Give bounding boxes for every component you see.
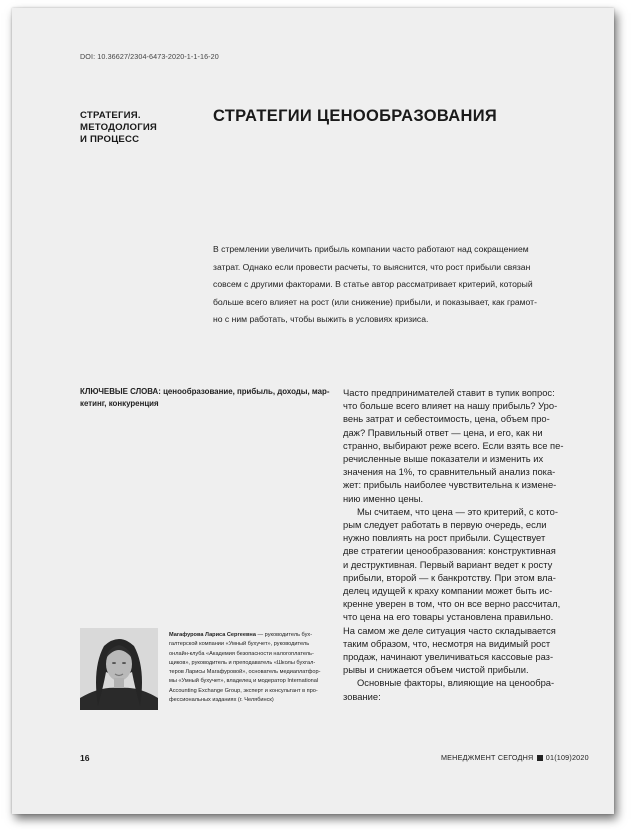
article-title: СТРАТЕГИИ ЦЕНООБРАЗОВАНИЯ	[213, 107, 498, 125]
body-line: зование:	[343, 690, 381, 702]
bio-line: Accounting Exchange Group, эксперт и консультант в про-	[169, 687, 318, 694]
article-body	[343, 386, 598, 703]
body-line: две стратегии ценообразования: конструктивная	[343, 545, 556, 557]
body-line: Часто предпринимателей ставит в тупик вопрос:	[343, 387, 555, 398]
body-line: нию именно цены.	[343, 492, 424, 504]
body-line: кренне уверен в том, что он все верно рассчитал,	[343, 598, 561, 610]
lead-line: больше всего влияет на рост (или снижение) прибыли, и показывает, как грамот-	[213, 296, 537, 307]
body-line: и деструктивная. Первый вариант ведет к росту	[343, 558, 553, 570]
lead-line: совсем с другими факторами. В статье автор рассматривает критерий, который	[213, 279, 533, 290]
body-line: делец идущей к краху компании может быть ис-	[343, 585, 553, 597]
body-line: что цена на его товары установлена правильно.	[343, 611, 554, 623]
body-line: рым следует работать в первую очередь, если	[343, 519, 547, 531]
bio-line: онлайн-клуба «Академия безопасности налогоплатель-	[169, 650, 314, 657]
body-line: рывы и снижается объем чистой прибыли.	[343, 664, 529, 676]
body-line: речисленные выше показатели и изменить их	[343, 453, 544, 465]
body-line: что больше всего влияет на нашу прибыль? Уро-	[343, 400, 558, 412]
footer-journal	[441, 753, 589, 762]
keywords-block	[80, 386, 335, 409]
journal-page	[12, 8, 614, 814]
body-line: вень затрат и себестоимость, цена, объем про-	[343, 413, 550, 425]
bio-line: галтерской компании «Умный бухучет», руководитель	[169, 641, 310, 648]
author-portrait-image	[80, 628, 158, 710]
lead-line: затрат. Однако если провести расчеты, то выяснится, что рост прибыли связан	[213, 261, 531, 272]
body-line: нужно повлиять на рост прибыли. Существует	[343, 532, 546, 544]
body-line: значения на 1%, то сравнительный анализ пока-	[343, 466, 556, 478]
rubric-line: МЕТОДОЛОГИЯ	[80, 122, 158, 133]
body-line: жет: прибыль наиболее чувствительна к измене-	[343, 479, 557, 491]
bio-line: мы «Умный бухучет», владелец и модератор International	[169, 678, 319, 685]
rubric-line: СТРАТЕГИЯ.	[80, 110, 141, 121]
bio-first-line-rest: — руководитель бух-	[255, 632, 313, 638]
body-line: прибыли, второй — к банкротству. При этом вла-	[343, 571, 556, 583]
lead-line: В стремлении увеличить прибыль компании часто работают над сокращением	[213, 244, 529, 254]
lead-line: но с ним работать, чтобы выжить в условиях кризиса.	[213, 314, 429, 325]
section-rubric	[80, 110, 190, 146]
body-line: даж? Правильный ответ — цена, и его, как ни	[343, 426, 543, 438]
rubric-line: И ПРОЦЕСС	[80, 134, 140, 145]
square-bullet-icon	[537, 755, 543, 761]
page-number: 16	[80, 753, 90, 763]
author-name: Магафурова Лариса Сергеевна	[169, 632, 256, 638]
doi-line: DOI: 10.36627/2304-6473-2020-1-1-16-20	[80, 52, 219, 61]
bio-first-line	[169, 631, 339, 640]
article-lead	[213, 241, 587, 329]
journal-name: МЕНЕДЖМЕНТ СЕГОДНЯ	[441, 753, 534, 762]
keywords-line: кетинг, конкуренция	[80, 398, 159, 408]
body-line: Мы считаем, что цена — это критерий, с кото-	[357, 505, 558, 517]
bio-line: щиков», руководитель и преподаватель «Школы бухгал-	[169, 659, 316, 666]
body-line: продаж, начинают увеличиваться кассовые раз-	[343, 651, 554, 663]
body-line: странно, выбирают реже всего. Если взять все пе-	[343, 439, 564, 451]
body-line: таким образом, что, несмотря на видимый рост	[343, 637, 551, 649]
keywords-line: КЛЮЧЕВЫЕ СЛОВА: ценообразование, прибыль, доходы, мар-	[80, 387, 330, 396]
author-photo	[80, 628, 158, 710]
bio-line: теров Ларисы Магафуровой», основатель медиаплатфор-	[169, 669, 321, 676]
bio-line: фессиональных изданиях (г. Челябинск)	[169, 697, 274, 704]
author-bio	[169, 631, 339, 705]
issue-number: 01(109)2020	[545, 753, 589, 762]
body-line: Основные факторы, влияющие на ценообра-	[357, 677, 555, 689]
body-line: На самом же деле ситуация часто складывается	[343, 624, 556, 636]
